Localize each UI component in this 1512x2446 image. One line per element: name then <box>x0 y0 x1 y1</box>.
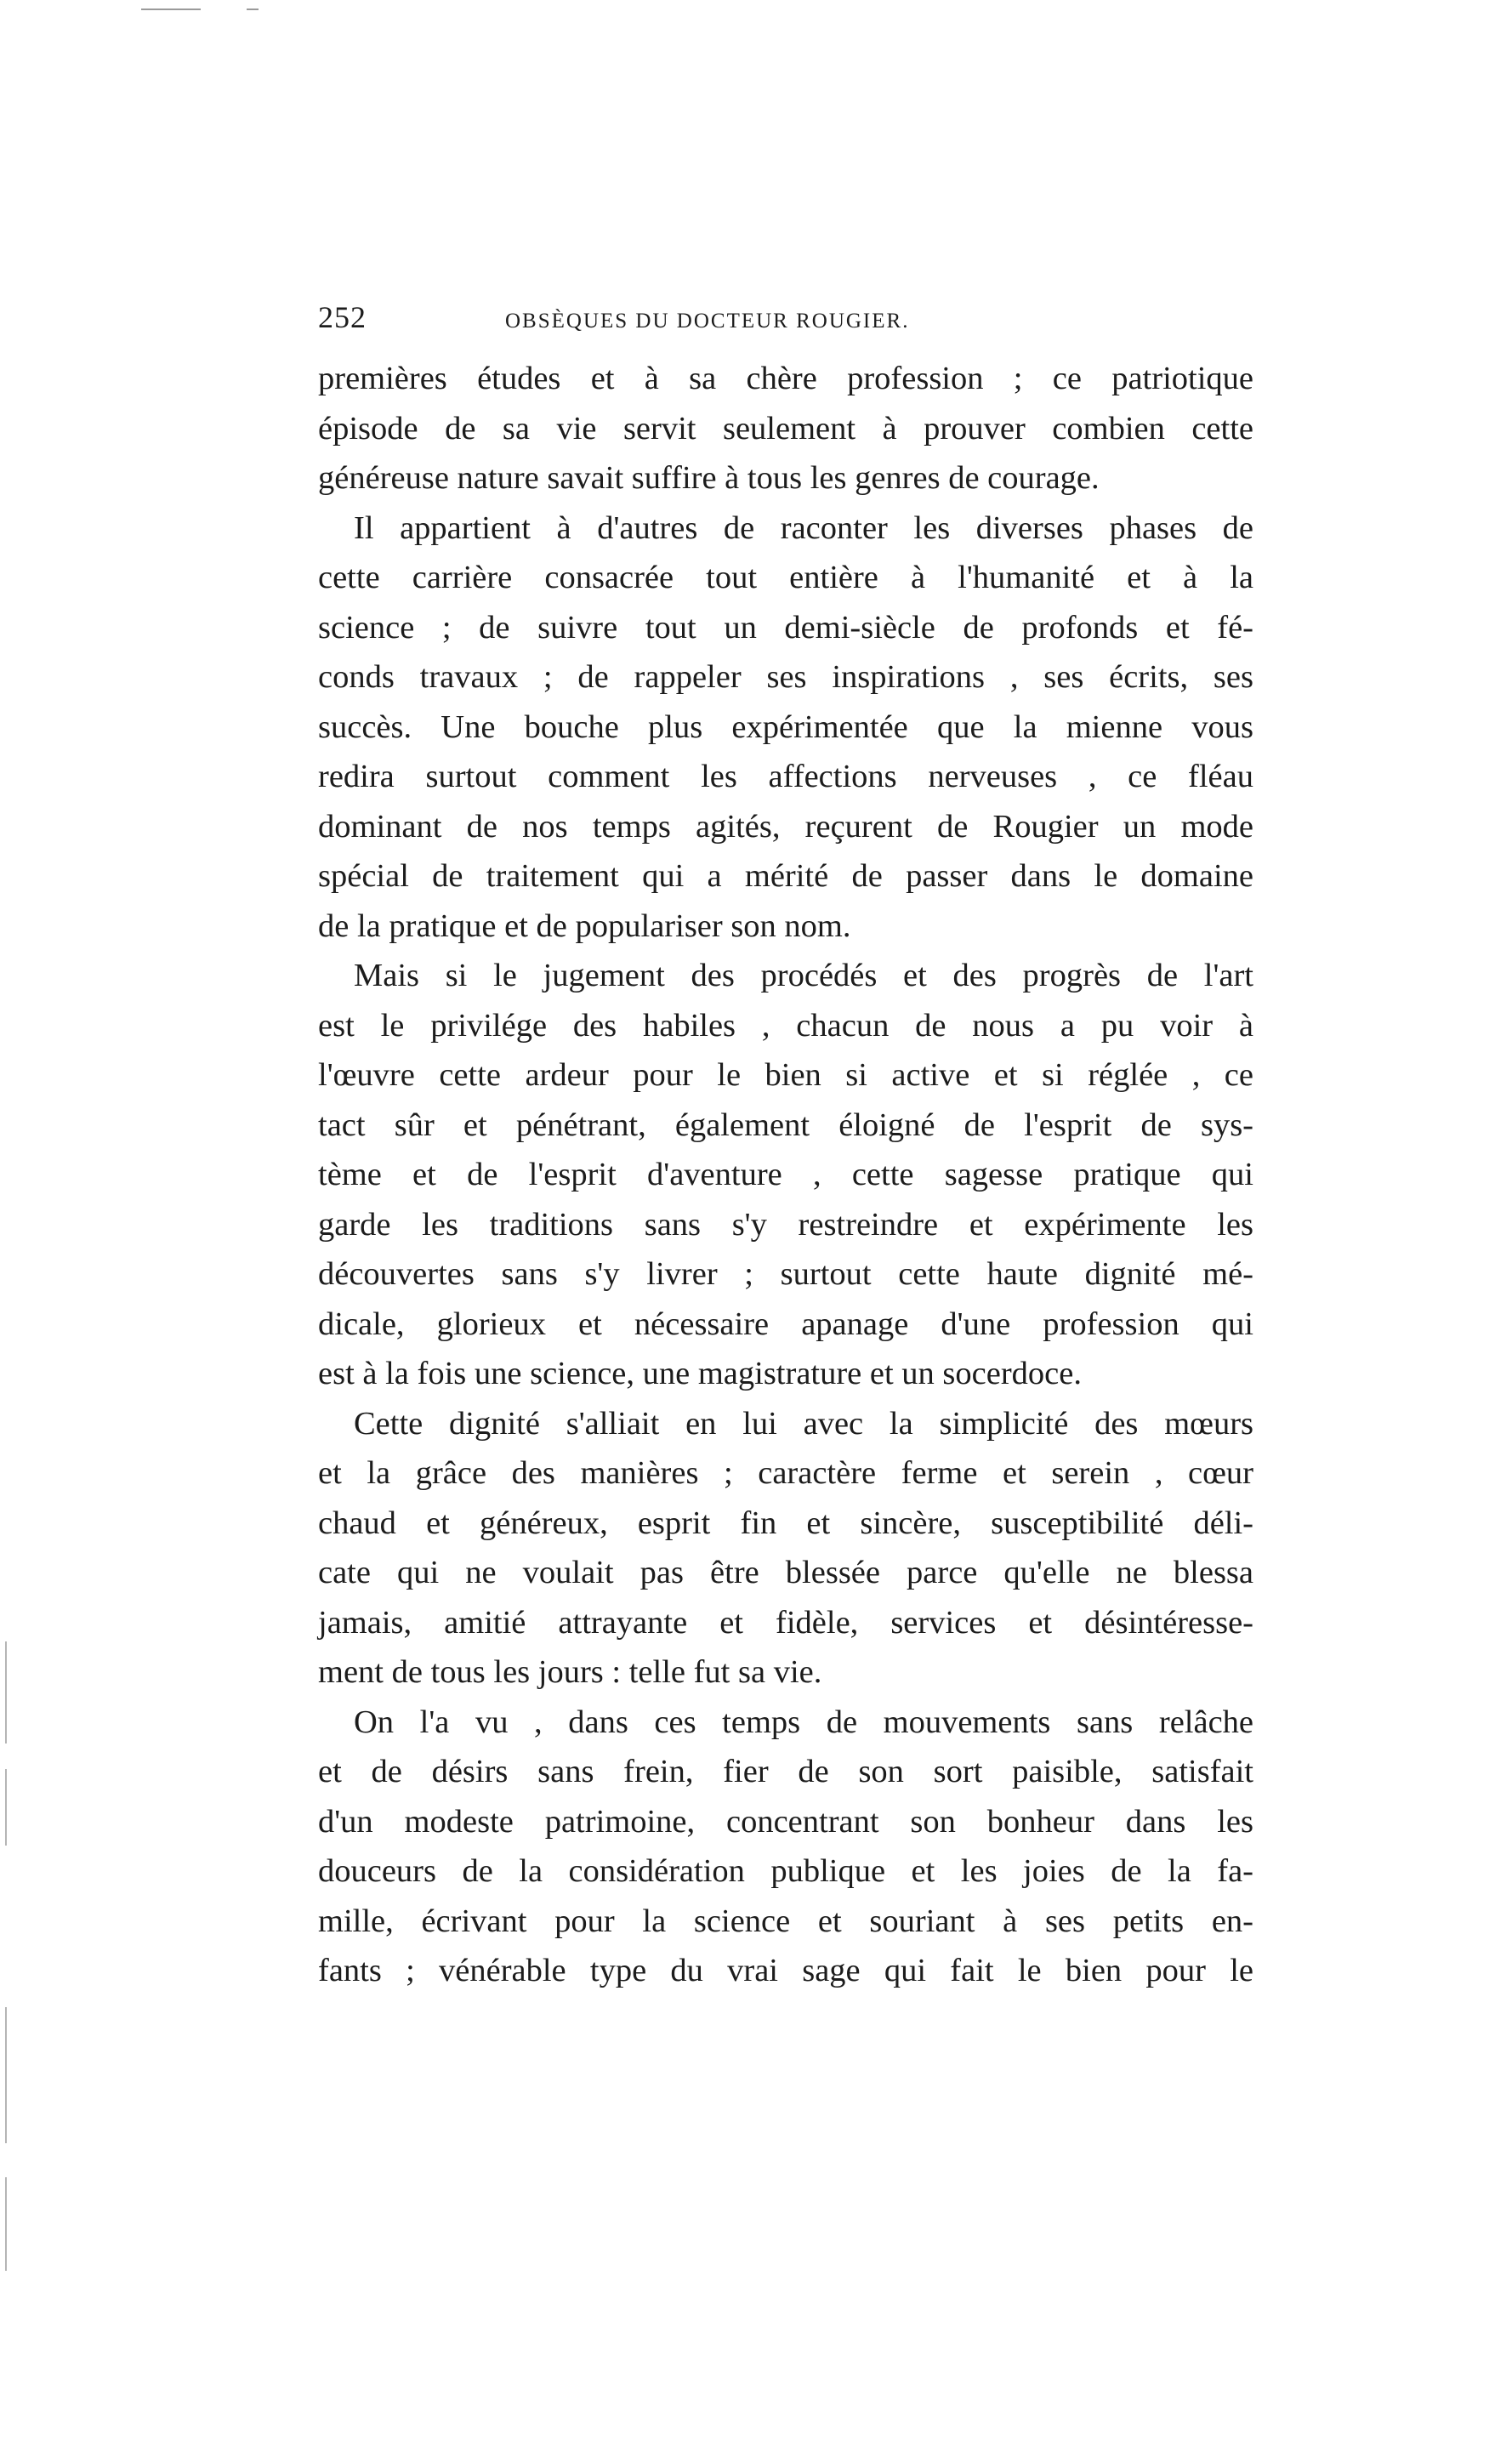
running-title: OBSÈQUES DU DOCTEUR ROUGIER. <box>505 310 910 333</box>
paragraph <box>318 1399 1253 1698</box>
paragraph <box>318 503 1253 952</box>
text-line: Il appartient à d'autres de raconter les diverses phases de <box>354 509 1253 546</box>
text-line: épisode de sa vie servit seulement à prouver combien cette <box>318 410 1253 447</box>
text-line: conds travaux ; de rappeler ses inspirations , ses écrits, ses <box>318 659 1253 695</box>
text-line: fants ; vénérable type du vrai sage qui fait le bien pour le <box>318 1953 1253 1988</box>
text-line: Cette dignité s'alliait en lui avec la simplicité des mœurs <box>354 1405 1253 1442</box>
paragraph <box>318 951 1253 1399</box>
text-line: jamais, amitié attrayante et fidèle, services et désintéresse- <box>318 1604 1253 1641</box>
text-block <box>318 299 1253 1996</box>
text-line: douceurs de la considération publique et les joies de la fa- <box>318 1853 1253 1889</box>
scan-mark <box>247 9 259 10</box>
paragraph <box>318 1698 1253 1996</box>
text-line: chaud et généreux, esprit fin et sincère, susceptibilité déli- <box>318 1505 1253 1541</box>
text-line: d'un modeste patrimoine, concentrant son bonheur dans les <box>318 1803 1253 1840</box>
text-line: tact sûr et pénétrant, également éloigné de l'esprit de sys- <box>318 1106 1253 1143</box>
text-line: cette carrière consacrée tout entière à l'humanité et à la <box>318 560 1253 595</box>
text-line: découvertes sans s'y livrer ; surtout cette haute dignité mé- <box>318 1256 1253 1292</box>
scan-edge-line <box>5 2177 7 2271</box>
text-line: redira surtout comment les affections nerveuses , ce fléau <box>318 759 1253 794</box>
text-line: spécial de traitement qui a mérité de passer dans le domaine <box>318 858 1253 894</box>
text-line: science ; de suivre tout un demi-siècle de profonds et fé- <box>318 609 1253 646</box>
text-line: On l'a vu , dans ces temps de mouvements sans relâche <box>354 1704 1253 1740</box>
text-line: et la grâce des manières ; caractère ferme et serein , cœur <box>318 1455 1253 1491</box>
scan-edge-line <box>5 1641 7 1743</box>
text-line: est à la fois une science, une magistrature et un socerdoce. <box>318 1356 1082 1391</box>
text-line: ment de tous les jours : telle fut sa vie. <box>318 1654 822 1690</box>
page-number: 252 <box>318 300 367 334</box>
text-line: mille, écrivant pour la science et souriant à ses petits en- <box>318 1903 1253 1939</box>
text-line: tème et de l'esprit d'aventure , cette sagesse pratique qui <box>318 1157 1253 1192</box>
text-line: généreuse nature savait suffire à tous les genres de courage. <box>318 460 1100 496</box>
text-line: est le privilége des habiles , chacun de nous a pu voir à <box>318 1007 1253 1044</box>
text-line: dicale, glorieux et nécessaire apanage d'une profession qui <box>318 1305 1253 1342</box>
scan-edge-line <box>5 1769 7 1846</box>
running-head <box>318 299 1253 350</box>
text-line: et de désirs sans frein, fier de son sort paisible, satisfait <box>318 1754 1253 1789</box>
text-line: dominant de nos temps agités, reçurent de Rougier un mode <box>318 808 1253 845</box>
text-line: l'œuvre cette ardeur pour le bien si active et si réglée , ce <box>318 1057 1253 1093</box>
text-line: de la pratique et de populariser son nom. <box>318 907 851 944</box>
text-line: Mais si le jugement des procédés et des progrès de l'art <box>354 958 1253 993</box>
scan-mark <box>141 9 201 10</box>
scan-edge-line <box>5 2007 7 2143</box>
text-line: cate qui ne voulait pas être blessée parce qu'elle ne blessa <box>318 1555 1253 1590</box>
text-line: succès. Une bouche plus expérimentée que la mienne vous <box>318 708 1253 745</box>
text-line: premières études et à sa chère profession ; ce patriotique <box>318 361 1253 396</box>
paragraph <box>318 354 1253 503</box>
text-line: garde les traditions sans s'y restreindre et expérimente les <box>318 1206 1253 1243</box>
